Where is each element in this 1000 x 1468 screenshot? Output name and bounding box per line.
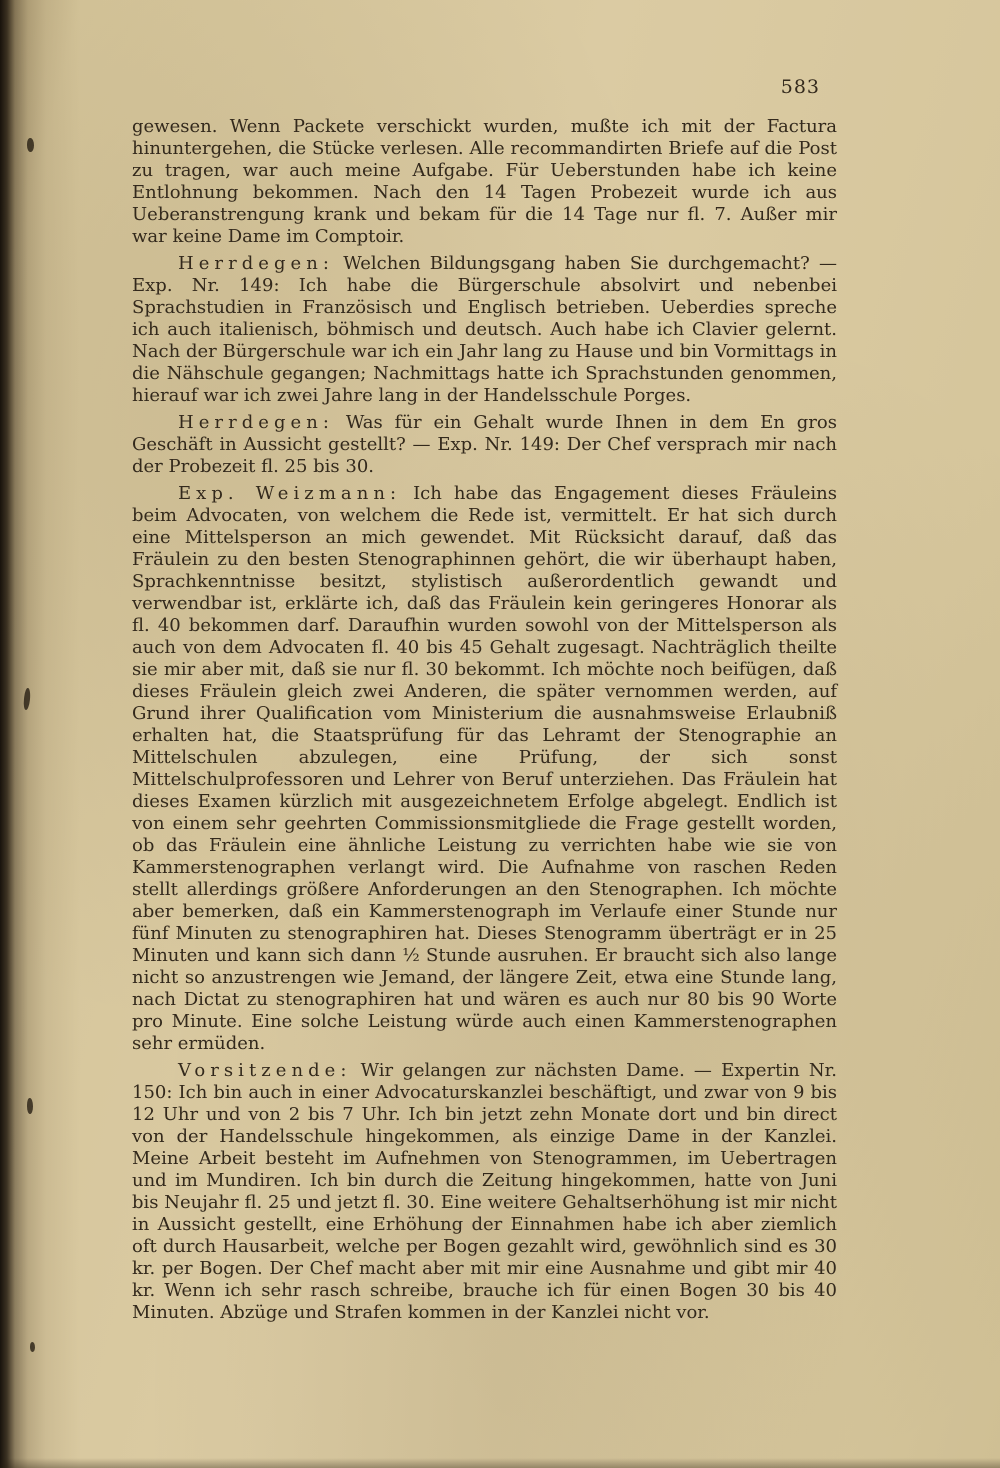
paragraph <box>132 1060 837 1324</box>
text-segment: Wir gelangen zur nächsten Dame. — Expertin Nr. 150: Ich bin auch in einer Advocaturskanzlei beschäftigt, und zwar von 9 bis 12 Uhr und von 2 bis 7 Uhr. Ich bin jetzt zehn Monate dort und bin direct von der Handelsschule hingekommen, als einzige Dame in der Kanzlei. Meine Arbeit besteht im Aufnehmen von Stenogrammen, im Uebertragen und im Mundiren. Ich bin durch die Zeitung hingekommen, hatte von Juni bis Neujahr fl. 25 und jetzt fl. 30. Eine weitere Gehaltserhöhung ist mir nicht in Aussicht gestellt, eine Erhöhung der Einnahmen habe ich aber ziemlich oft durch Hausarbeit, welche per Bogen gezahlt wird, gewöhnlich sind es 30 kr. per Bogen. Der Chef macht aber mit mir eine Ausnahme und gibt mir 40 kr. Wenn ich sehr rasch schreibe, brauche ich für einen Bogen 30 bis 40 Minuten. Abzüge und Strafen kommen in der Kanzlei nicht vor. <box>132 1060 837 1323</box>
paragraph <box>132 116 837 248</box>
speaker-name: Exp. Weizmann: <box>178 483 402 504</box>
scan-speck <box>27 1098 33 1114</box>
scan-speck <box>27 138 34 152</box>
speaker-name: Vorsitzende: <box>178 1060 352 1081</box>
paragraph <box>132 483 837 1055</box>
scan-speck <box>30 1342 35 1352</box>
binding-edge <box>0 0 80 1468</box>
text-segment: Welchen Bildungsgang haben Sie durchgemacht? — Exp. Nr. 149: Ich habe die Bürgerschule absolvirt und nebenbei Sprachstudien in Französisch und Englisch betrieben. Ueberdies spreche ich auch italienisch, böhmisch und deutsch. Auch habe ich Clavier gelernt. Nach der Bürgerschule war ich ein Jahr lang zu Hause und bin Vormittags in die Nähschule gegangen; Nachmittags hatte ich Sprachstunden genommen, hierauf war ich zwei Jahre lang in der Handelsschule Porges. <box>132 253 837 406</box>
text-segment: Was für ein Gehalt wurde Ihnen in dem En gros Geschäft in Aussicht gestellt? — Exp. Nr. 149: Der Chef versprach mir nach der Probezeit fl. 25 bis 30. <box>132 412 837 477</box>
paragraph <box>132 253 837 407</box>
speaker-name: Herrdegen: <box>178 412 334 433</box>
page-text <box>132 116 837 1324</box>
speaker-name: Herrdegen: <box>178 253 334 274</box>
paragraph <box>132 412 837 478</box>
text-segment: gewesen. Wenn Packete verschickt wurden, mußte ich mit der Factura hinuntergehen, die Stücke verlesen. Alle recommandirten Briefe auf die Post zu tragen, war auch meine Aufgabe. Für Ueberstunden habe ich keine Entlohnung bekommen. Nach den 14 Tagen Probezeit wurde ich aus Ueberanstrengung krank und bekam für die 14 Tage nur fl. 7. Außer mir war keine Dame im Comptoir. <box>132 116 837 247</box>
page-number: 583 <box>780 76 820 98</box>
scan-speck <box>23 688 31 711</box>
text-segment: Ich habe das Engagement dieses Fräuleins beim Advocaten, von welchem die Rede ist, vermittelt. Er hat sich durch eine Mittelsperson an mich gewendet. Mit Rücksicht darauf, daß das Fräulein zu den besten Stenographinnen gehört, die wir überhaupt haben, Sprachkenntnisse besitzt, stylistisch außerordentlich gewandt und verwendbar ist, erklärte ich, daß das Fräulein kein geringeres Honorar als fl. 40 bekommen darf. Daraufhin wurden sowohl von der Mittelsperson als auch von dem Advocaten fl. 40 bis 45 Gehalt zugesagt. Nachträglich theilte sie mir aber mit, daß sie nur fl. 30 bekommt. Ich möchte noch beifügen, daß dieses Fräulein gleich zwei Anderen, die später vernommen werden, auf Grund ihrer Qualification vom Ministerium die ausnahmsweise Erlaubniß erhalten hat, die Staatsprüfung für das Lehramt der Stenographie an Mittelschulen abzulegen, eine Prüfung, der sich sonst Mittelschulprofessoren und Lehrer von Beruf unterziehen. Das Fräulein hat dieses Examen kürzlich mit ausgezeichnetem Erfolge abgelegt. Endlich ist von einem sehr geehrten Commissionsmitgliede die Frage gestellt worden, ob das Fräulein eine ähnliche Leistung zu verrichten habe wie sie von Kammerstenographen verlangt wird. Die Aufnahme von raschen Reden stellt allerdings größere Anforderungen an den Stenographen. Ich möchte aber bemerken, daß ein Kammerstenograph im Verlaufe einer Stunde nur fünf Minuten zu stenographiren hat. Dieses Stenogramm überträgt er in 25 Minuten und kann sich dann ½ Stunde ausruhen. Er braucht sich also lange nicht so anzustrengen wie Jemand, der längere Zeit, etwa eine Stunde lang, nach Dictat zu stenographiren hat und wären es auch nur 80 bis 90 Worte pro Minute. Eine solche Leistung würde auch einen Kammerstenographen sehr ermüden. <box>132 483 837 1054</box>
page-bottom-shadow <box>0 1458 1000 1468</box>
